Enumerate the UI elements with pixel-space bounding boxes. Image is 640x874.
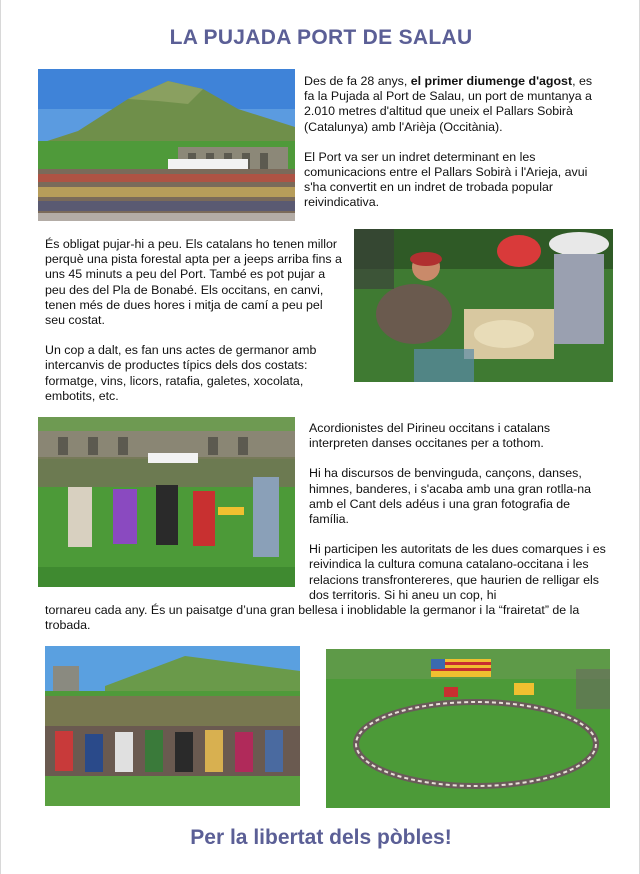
intro-text: Des de fa 28 anys, el primer diumenge d'agost, es fa la Pujada al Port de Salau, un port de muntanya a 2.010 metres d'altitud que uneix el Pallars Sobirà (Catalunya) amb l'Arièja (Occitània). El Port va ser un indret determinant en les comunicacions entre el Pallars Sobirà i l'Arieja, avui s'ha convertit en un indret de trobada popular reivindicativa. [304,74,593,210]
page-title: LA PUJADA PORT DE SALAU [169,26,473,49]
photo-mountain-crowd [38,69,295,221]
photo-group-crowd [45,646,300,806]
photo-food-sharing [354,229,613,382]
footer-slogan: Per la libertat dels pòbles! [190,826,452,849]
photo-dancing [38,417,295,587]
photo-circle-dance [326,649,610,808]
highlight-first-sunday: el primer diumenge d'agost [410,74,573,88]
access-text: És obligat pujar-hi a peu. Els catalans ho tenen millor perquè una pista forestal apta per a jeeps arriba fins a uns 45 minuts a peu del Port. També es pot pujar a peu des del Pla de Bonabé. Els occitans, en canvi, tenen més de dues hores i mitja de camí a peu pel seu costat. Un cop a dalt, es fan uns actes de germanor amb intercanvis de productes típics dels dos costats: formatge, vins, licors, ratafia, galetes, xocolata, embotits, etc. [45,237,342,403]
festivities-text-continued: tornareu cada any. És un paisatge d’una gran bellesa i inoblidable la germanor i la “frairetat” de la trobada. [45,603,580,633]
festivities-text: Acordionistes del Pirineu occitans i catalans interpreten danses occitanes per a tothom. Hi ha discursos de benvinguda, cançons, danses, himnes, banderes, i s'acaba amb una gran rotlla-na amb el Cant dels adéus i una gran fotografia de família. Hi participen les autoritats de les dues comarques i es reivindica la cultura comuna catalano-occitana i les relacions transfrontereres, que haurien de relligar els dos territoris. Si hi aneu un cop, hi [309,421,606,602]
